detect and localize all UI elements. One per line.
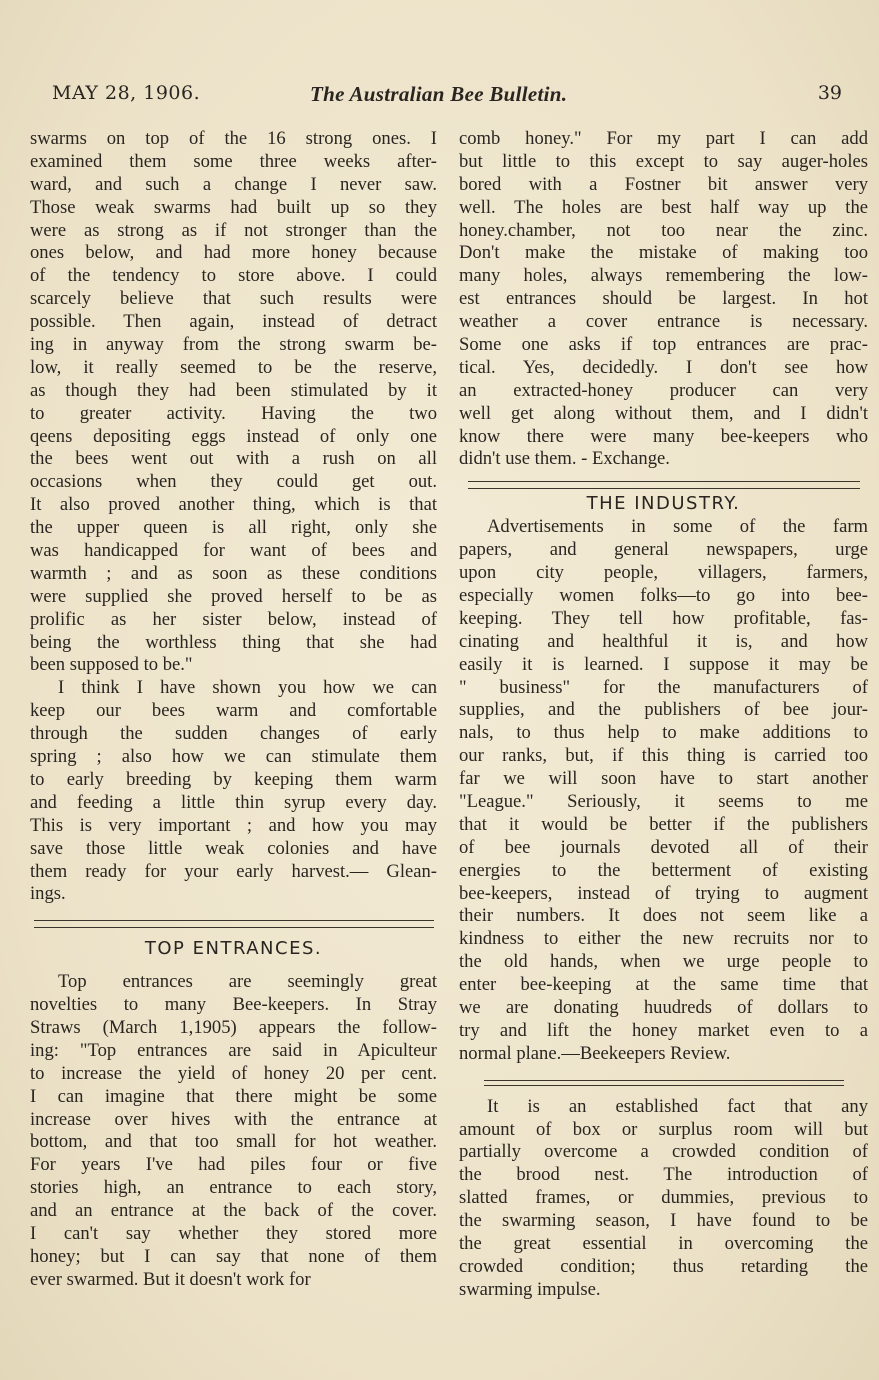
text-line: especially women folks—to go into bee-: [459, 584, 868, 606]
text-line: "League." Seriously, it seems to me: [459, 790, 868, 812]
text-line: to early breeding by keeping them warm: [30, 768, 437, 790]
text-line: but little to this except to say auger-holes: [459, 150, 868, 172]
text-line: weather a cover entrance is necessary.: [459, 311, 868, 333]
text-line: been supposed to be.": [30, 654, 193, 676]
text-line: enter bee-keeping at the same time that: [459, 974, 868, 996]
text-line: est entrances should be largest. In hot: [459, 288, 868, 310]
text-line: prolific as her sister below, instead of: [30, 608, 437, 630]
text-line: This is very important ; and how you may: [30, 814, 437, 836]
text-line: swarming impulse.: [459, 1278, 601, 1300]
text-line: " business" for the manufacturers of: [459, 676, 868, 698]
double-rule: [34, 920, 434, 928]
text-line: the bees went out with a rush on all: [30, 448, 437, 470]
text-line: through the sudden changes of early: [30, 723, 437, 745]
paragraph: [30, 677, 437, 906]
text-line: honey.chamber, not too near the zinc.: [459, 219, 868, 241]
left-column: [30, 128, 437, 1292]
text-line: occasions when they could get out.: [30, 471, 437, 493]
text-line: Don't make the mistake of making too: [459, 242, 868, 264]
text-line: well. The holes are best half way up the: [459, 196, 868, 218]
text-line: many holes, always remembering the low-: [459, 265, 868, 287]
text-line: normal plane.—Beekeepers Review.: [459, 1042, 731, 1064]
text-line: comb honey." For my part I can add: [459, 128, 868, 149]
text-line: and an entrance at the back of the cover.: [30, 1200, 437, 1222]
text-line: an extracted-honey producer can very: [459, 379, 868, 401]
text-line: Some one asks if top entrances are prac-: [459, 334, 868, 356]
right-column: [459, 128, 868, 1302]
running-header: [52, 82, 842, 112]
text-line: I can't say whether they stored more: [30, 1222, 437, 1244]
text-line: ward, and such a change I never saw.: [30, 173, 437, 195]
text-line: Top entrances are seemingly great: [58, 971, 437, 993]
text-line: slatted frames, or dummies, previous to: [459, 1187, 868, 1209]
spacer: [30, 906, 437, 920]
text-line: were supplied she proved herself to be as: [30, 585, 437, 607]
text-line: ing in anyway from the strong swarm be-: [30, 334, 437, 356]
text-line: scarcely believe that such results were: [30, 288, 437, 310]
text-line: save those little weak colonies and have: [30, 837, 437, 859]
text-line: ones below, and had more honey because: [30, 242, 437, 264]
paragraph: [459, 128, 868, 471]
text-line: easily it is learned. I suppose it may be: [459, 653, 868, 675]
text-line: energies to the betterment of existing: [459, 859, 868, 881]
text-line: upon city people, villagers, farmers,: [459, 562, 868, 584]
text-line: keeping. They tell how profitable, fas-: [459, 607, 868, 629]
paragraph: [459, 516, 868, 1065]
text-line: the old hands, when we urge people to: [459, 951, 868, 973]
text-line: our ranks, but, if this thing is carried too: [459, 745, 868, 767]
text-line: that it would be better if the publishers: [459, 813, 868, 835]
text-line: far we will soon have to start another: [459, 768, 868, 790]
text-line: and feeding a little thin syrup every day.: [30, 791, 437, 813]
text-line: I can imagine that there might be some: [30, 1085, 437, 1107]
text-line: warmth ; and as soon as these conditions: [30, 562, 437, 584]
text-line: stories high, an entrance to each story,: [30, 1177, 437, 1199]
text-line: know there were many bee-keepers who: [459, 425, 868, 447]
text-line: Those weak swarms had built up so they: [30, 196, 437, 218]
text-line: spring ; also how we can stimulate them: [30, 746, 437, 768]
journal-title: The Australian Bee Bulletin.: [310, 82, 568, 106]
text-line: It is an established fact that any: [487, 1095, 868, 1117]
text-line: to greater activity. Having the two: [30, 402, 437, 424]
paragraph: [30, 128, 437, 677]
text-line: try and lift the honey market even to a: [459, 1019, 868, 1041]
text-line: qeens depositing eggs instead of only one: [30, 425, 437, 447]
double-rule: [468, 481, 860, 489]
text-line: novelties to many Bee-keepers. In Stray: [30, 994, 437, 1016]
issue-date: MAY 28, 1906.: [52, 82, 201, 104]
text-line: Advertisements in some of the farm: [487, 516, 868, 538]
text-line: ings.: [30, 883, 66, 905]
paragraph: [30, 971, 437, 1291]
paragraph: [459, 1096, 868, 1302]
text-line: their numbers. It does not seem like a: [459, 905, 868, 927]
text-line: well get along without them, and I didn't: [459, 402, 868, 424]
spacer: [30, 928, 437, 938]
text-line: amount of box or surplus room will but: [459, 1118, 868, 1140]
spacer: [459, 1066, 868, 1080]
text-line: partially overcome a crowded condition of: [459, 1141, 868, 1163]
text-line: possible. Then again, instead of detract: [30, 311, 437, 333]
text-line: swarms on top of the 16 strong ones. I: [30, 128, 437, 149]
text-line: Straws (March 1,1905) appears the follow-: [30, 1016, 437, 1038]
text-line: nals, to thus help to make additions to: [459, 722, 868, 744]
text-line: was handicapped for want of bees and: [30, 540, 437, 562]
text-line: didn't use them. - Exchange.: [459, 448, 670, 470]
text-line: ever swarmed. But it doesn't work for: [30, 1268, 311, 1290]
text-line: the brood nest. The introduction of: [459, 1164, 868, 1186]
text-line: tical. Yes, decidedly. I don't see how: [459, 356, 868, 378]
text-line: For years I've had piles four or five: [30, 1154, 437, 1176]
text-line: bored with a Fostner bit answer very: [459, 173, 868, 195]
text-line: papers, and general newspapers, urge: [459, 539, 868, 561]
text-line: honey; but I can say that none of them: [30, 1245, 437, 1267]
text-line: the swarming season, I have found to be: [459, 1210, 868, 1232]
text-line: were as strong as if not stronger than the: [30, 219, 437, 241]
spacer: [30, 961, 437, 971]
text-line: cinating and healthful it is, and how: [459, 630, 868, 652]
text-line: of the tendency to store above. I could: [30, 265, 437, 287]
text-line: to increase the yield of honey 20 per cent.: [30, 1062, 437, 1084]
spacer: [459, 1086, 868, 1096]
text-line: kindness to either the new recruits nor to: [459, 928, 868, 950]
text-line: being the worthless thing that she had: [30, 631, 437, 653]
page-number: 39: [817, 82, 842, 104]
text-line: low, it really seemed to be the reserve,: [30, 356, 437, 378]
text-line: I think I have shown you how we can: [58, 677, 437, 699]
text-line: the great essential in overcoming the: [459, 1232, 868, 1254]
text-line: as though they had been stimulated by it: [30, 379, 437, 401]
text-line: increase over hives with the entrance at: [30, 1108, 437, 1130]
section-heading: TOP ENTRANCES.: [144, 938, 323, 960]
text-line: ing: "Top entrances are said in Apiculteur: [30, 1039, 437, 1061]
text-line: It also proved another thing, which is that: [30, 494, 437, 516]
text-line: crowded condition; thus retarding the: [459, 1255, 868, 1277]
text-line: the upper queen is all right, only she: [30, 517, 437, 539]
text-line: examined them some three weeks after-: [30, 150, 437, 172]
text-line: we are donating huudreds of dollars to: [459, 996, 868, 1018]
text-line: them ready for your early harvest.— Glean-: [30, 860, 437, 882]
text-line: bottom, and that too small for hot weather.: [30, 1131, 437, 1153]
text-line: keep our bees warm and comfortable: [30, 700, 437, 722]
section-heading: THE INDUSTRY.: [586, 493, 741, 515]
text-line: bee-keepers, instead of trying to augment: [459, 882, 868, 904]
text-line: supplies, and the publishers of bee jour-: [459, 699, 868, 721]
text-line: of bee journals devoted all of their: [459, 836, 868, 858]
spacer: [459, 471, 868, 481]
